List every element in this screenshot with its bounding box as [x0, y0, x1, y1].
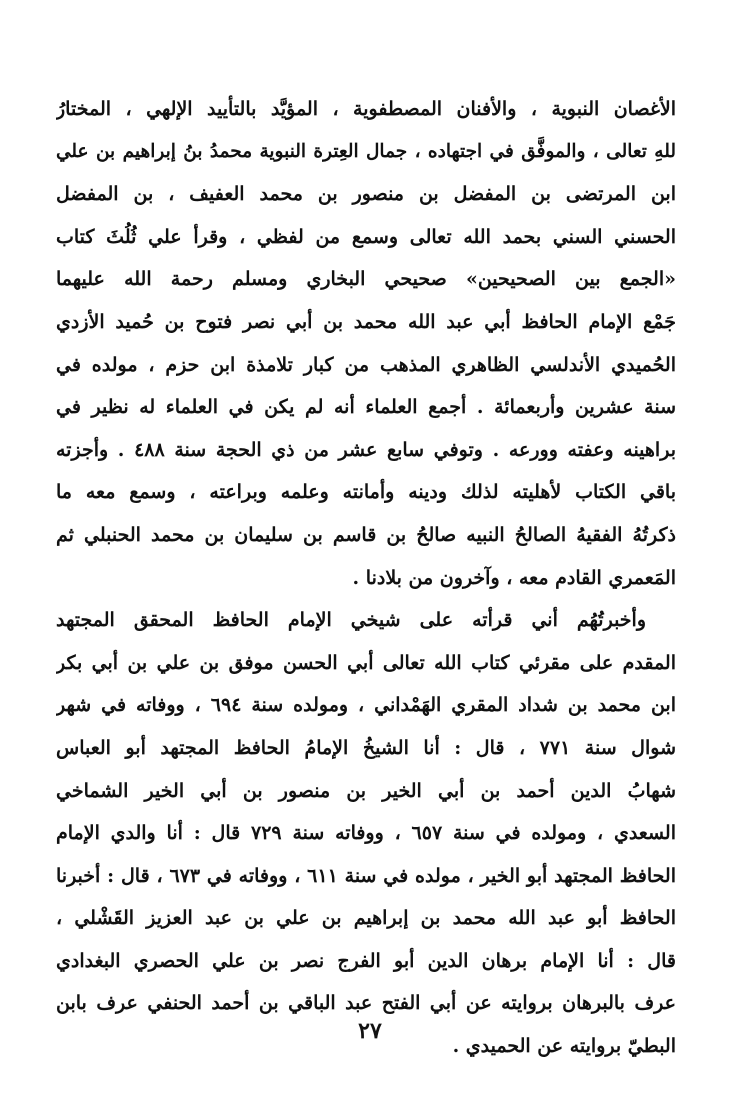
text-line-14: المقدم على مقرئي كتاب الله تعالى أبي الحسن موفق بن علي بن أبي بكر: [56, 651, 676, 674]
text-line-22: عرف بالبرهان بروايته عن أبي الفتح عبد الباقي بن أحمد الحنفي عرف بابن: [56, 992, 676, 1015]
text-line-8: سنة عشرين وأربعمائة . أجمع العلماء أنه لم يكن في العلماء له نظير في: [56, 396, 676, 419]
text-line-7: الحُميدي الأندلسي الظاهري المذهب من كبار تلامذة ابن حزم ، مولده في: [56, 353, 676, 376]
text-line-2: للهِ تعالى ، والموفَّق في اجتهاده ، جمال العِترة النبوية محمدُ بنُ إبراهيم بن علي: [56, 140, 676, 162]
text-line-12: المَعمري القادم معه ، وآخرون من بلادنا .: [352, 566, 676, 589]
text-line-18: السعدي ، ومولده في سنة ٦٥٧ ، ووفاته سنة ٧٢٩ قال : أنا والدي الإمام: [56, 822, 676, 845]
text-line-19: الحافظ المجتهد أبو الخير ، مولده في سنة ٦١١ ، ووفاته في ٦٧٣ ، قال : أخبرنا: [56, 864, 676, 887]
text-line-10: باقي الكتاب لأهليته لذلك ودينه وأمانته وعلمه وبراعته ، وسمع معه ما: [56, 481, 676, 504]
text-line-23: البطيّ بروايته عن الحميدي .: [452, 1035, 676, 1058]
text-line-17: شهابُ الدين أحمد بن أبي الخير بن منصور بن أبي الخير الشماخي: [56, 779, 676, 802]
text-line-4: الحسني السني بحمد الله تعالى وسمع من لفظي ، وقرأ علي ثُلُثَ كتاب: [56, 225, 676, 248]
text-line-6: جَمْع الإمام الحافظ أبي عبد الله محمد بن أبي نصر فتوح بن حُميد الأزدي: [56, 310, 676, 333]
text-line-5: «الجمع بين الصحيحين» صحيحي البخاري ومسلم رحمة الله عليهما: [56, 268, 676, 291]
text-line-20: الحافظ أبو عبد الله محمد بن إبراهيم بن علي بن عبد العزيز القَشْلي ،: [56, 907, 676, 930]
text-line-13: وأخبرتُهُم أني قرأته على شيخي الإمام الحافظ المحقق المجتهد: [56, 609, 646, 632]
text-line-1: الأغصان النبوية ، والأفنان المصطفوية ، المؤيَّد بالتأييد الإلهي ، المختارُ: [56, 98, 676, 120]
text-line-15: ابن محمد بن شداد المقري الهَمْداني ، ومولده سنة ٦٩٤ ، ووفاته في شهر: [56, 694, 676, 717]
text-line-3: ابن المرتضى بن المفضل بن منصور بن محمد العفيف ، بن المفضل: [56, 183, 676, 206]
text-line-9: براهينه وعفته وورعه . وتوفي سابع عشر من ذي الحجة سنة ٤٨٨ . وأجزته: [56, 438, 676, 461]
text-line-11: ذكرتُهُ الفقيهُ الصالحُ النبيه صالحُ بن قاسم بن سليمان بن محمد الحنبلي ثم: [56, 523, 676, 546]
page-number: ٢٧: [358, 1018, 382, 1044]
text-line-16: شوال سنة ٧٧١ ، قال : أنا الشيخُ الإمامُ الحافظ المجتهد أبو العباس: [56, 736, 676, 759]
body-text: [56, 88, 676, 1068]
text-line-21: قال : أنا الإمام برهان الدين أبو الفرج نصر بن علي الحصري البغدادي: [56, 949, 676, 972]
